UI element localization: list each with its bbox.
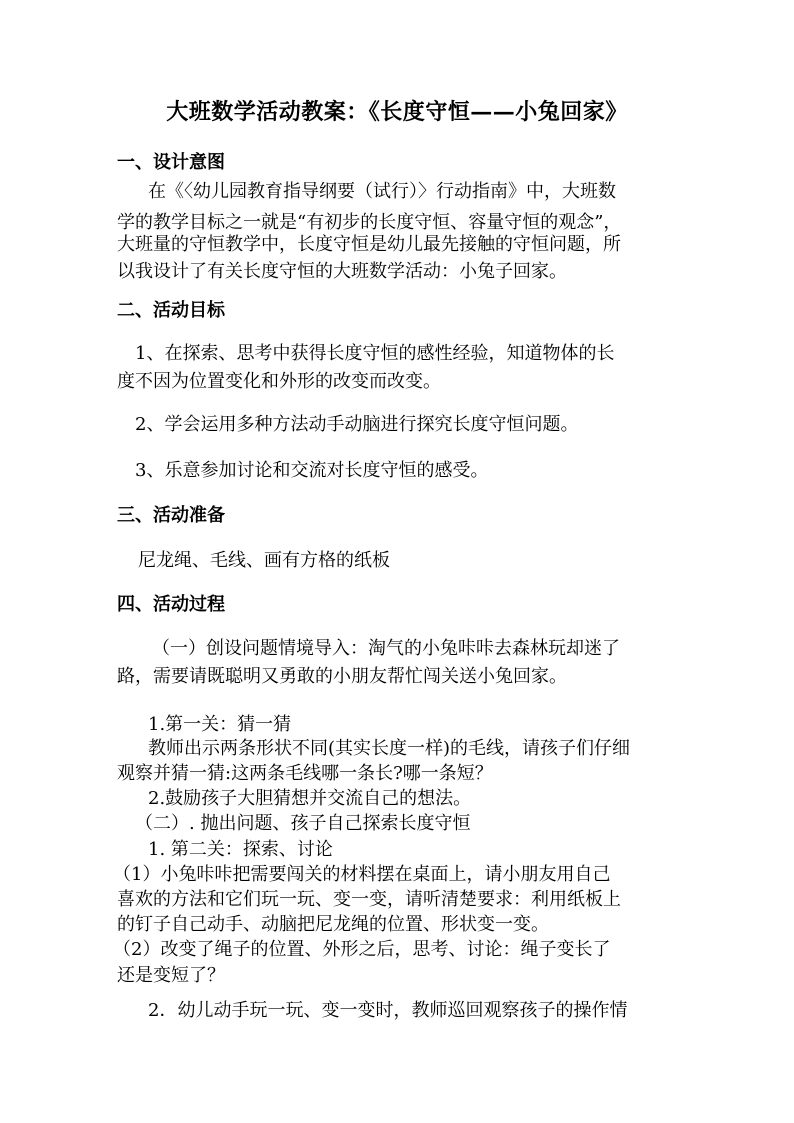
paragraph-line: 以我设计了有关长度守恒的大班数学活动：小兔子回家。 <box>117 261 567 282</box>
process-line: （二）. 抛出问题、孩子自己探索长度守恒 <box>135 813 471 834</box>
process-line: 观察并猜一猜:这两条毛线哪一条长?哪一条短？ <box>117 763 493 784</box>
section-heading-goals: 二、活动目标 <box>117 300 225 321</box>
process-line: 的钉子自己动手、动脑把尼龙绳的位置、形状变一变。 <box>117 914 549 935</box>
process-line: 2.鼓励孩子大胆猜想并交流自己的想法。 <box>148 788 472 809</box>
process-line: 1.第一关：猜一猜 <box>148 714 292 735</box>
materials-text: 尼龙绳、毛线、画有方格的纸板 <box>138 550 390 571</box>
paragraph-line: 学的教学目标之一就是“有初步的长度守恒、容量守恒的观念”， <box>117 212 622 233</box>
process-line: 还是变短了？ <box>117 965 225 986</box>
section-heading-process: 四、活动过程 <box>117 594 225 615</box>
section-heading-design-intent: 一、设计意图 <box>117 152 225 173</box>
goal-2: 2、学会运用多种方法动手动脑进行探究长度守恒问题。 <box>135 414 579 435</box>
process-line: 1. 第二关：探索、讨论 <box>148 839 333 860</box>
paragraph-line: 大班量的守恒教学中，长度守恒是幼儿最先接触的守恒问题，所 <box>117 234 621 255</box>
process-line: （1）小兔咔咔把需要闯关的材料摆在桌面上，请小朋友用自己 <box>113 864 611 885</box>
document-title: 大班数学活动教案：《长度守恒——小兔回家》 <box>166 99 628 125</box>
process-line: 喜欢的方法和它们玩一玩、变一变，请听清楚要求：利用纸板上 <box>117 889 621 910</box>
goal-1-line: 1、在探索、思考中获得长度守恒的感性经验，知道物体的长 <box>135 343 615 364</box>
process-intro-line: （一）创设问题情境导入：淘气的小兔咔咔去森林玩却迷了 <box>152 638 620 659</box>
goal-3: 3、乐意参加讨论和交流对长度守恒的感受。 <box>135 460 489 481</box>
process-line: （2）改变了绳子的位置、外形之后，思考、讨论：绳子变长了 <box>113 939 611 960</box>
process-line: 教师出示两条形状不同(其实长度一样)的毛线，请孩子们仔细 <box>148 738 631 759</box>
process-line: 2．幼儿动手玩一玩、变一变时，教师巡回观察孩子的操作情 <box>148 1000 628 1021</box>
goal-1-line: 度不因为位置变化和外形的改变而改变。 <box>117 371 441 392</box>
section-heading-preparation: 三、活动准备 <box>117 505 225 526</box>
process-intro-line: 路，需要请既聪明又勇敢的小朋友帮忙闯关送小兔回家。 <box>117 666 567 687</box>
paragraph-line: 在《〈幼儿园教育指导纲要（试行）〉行动指南》中，大班数 <box>148 181 616 202</box>
